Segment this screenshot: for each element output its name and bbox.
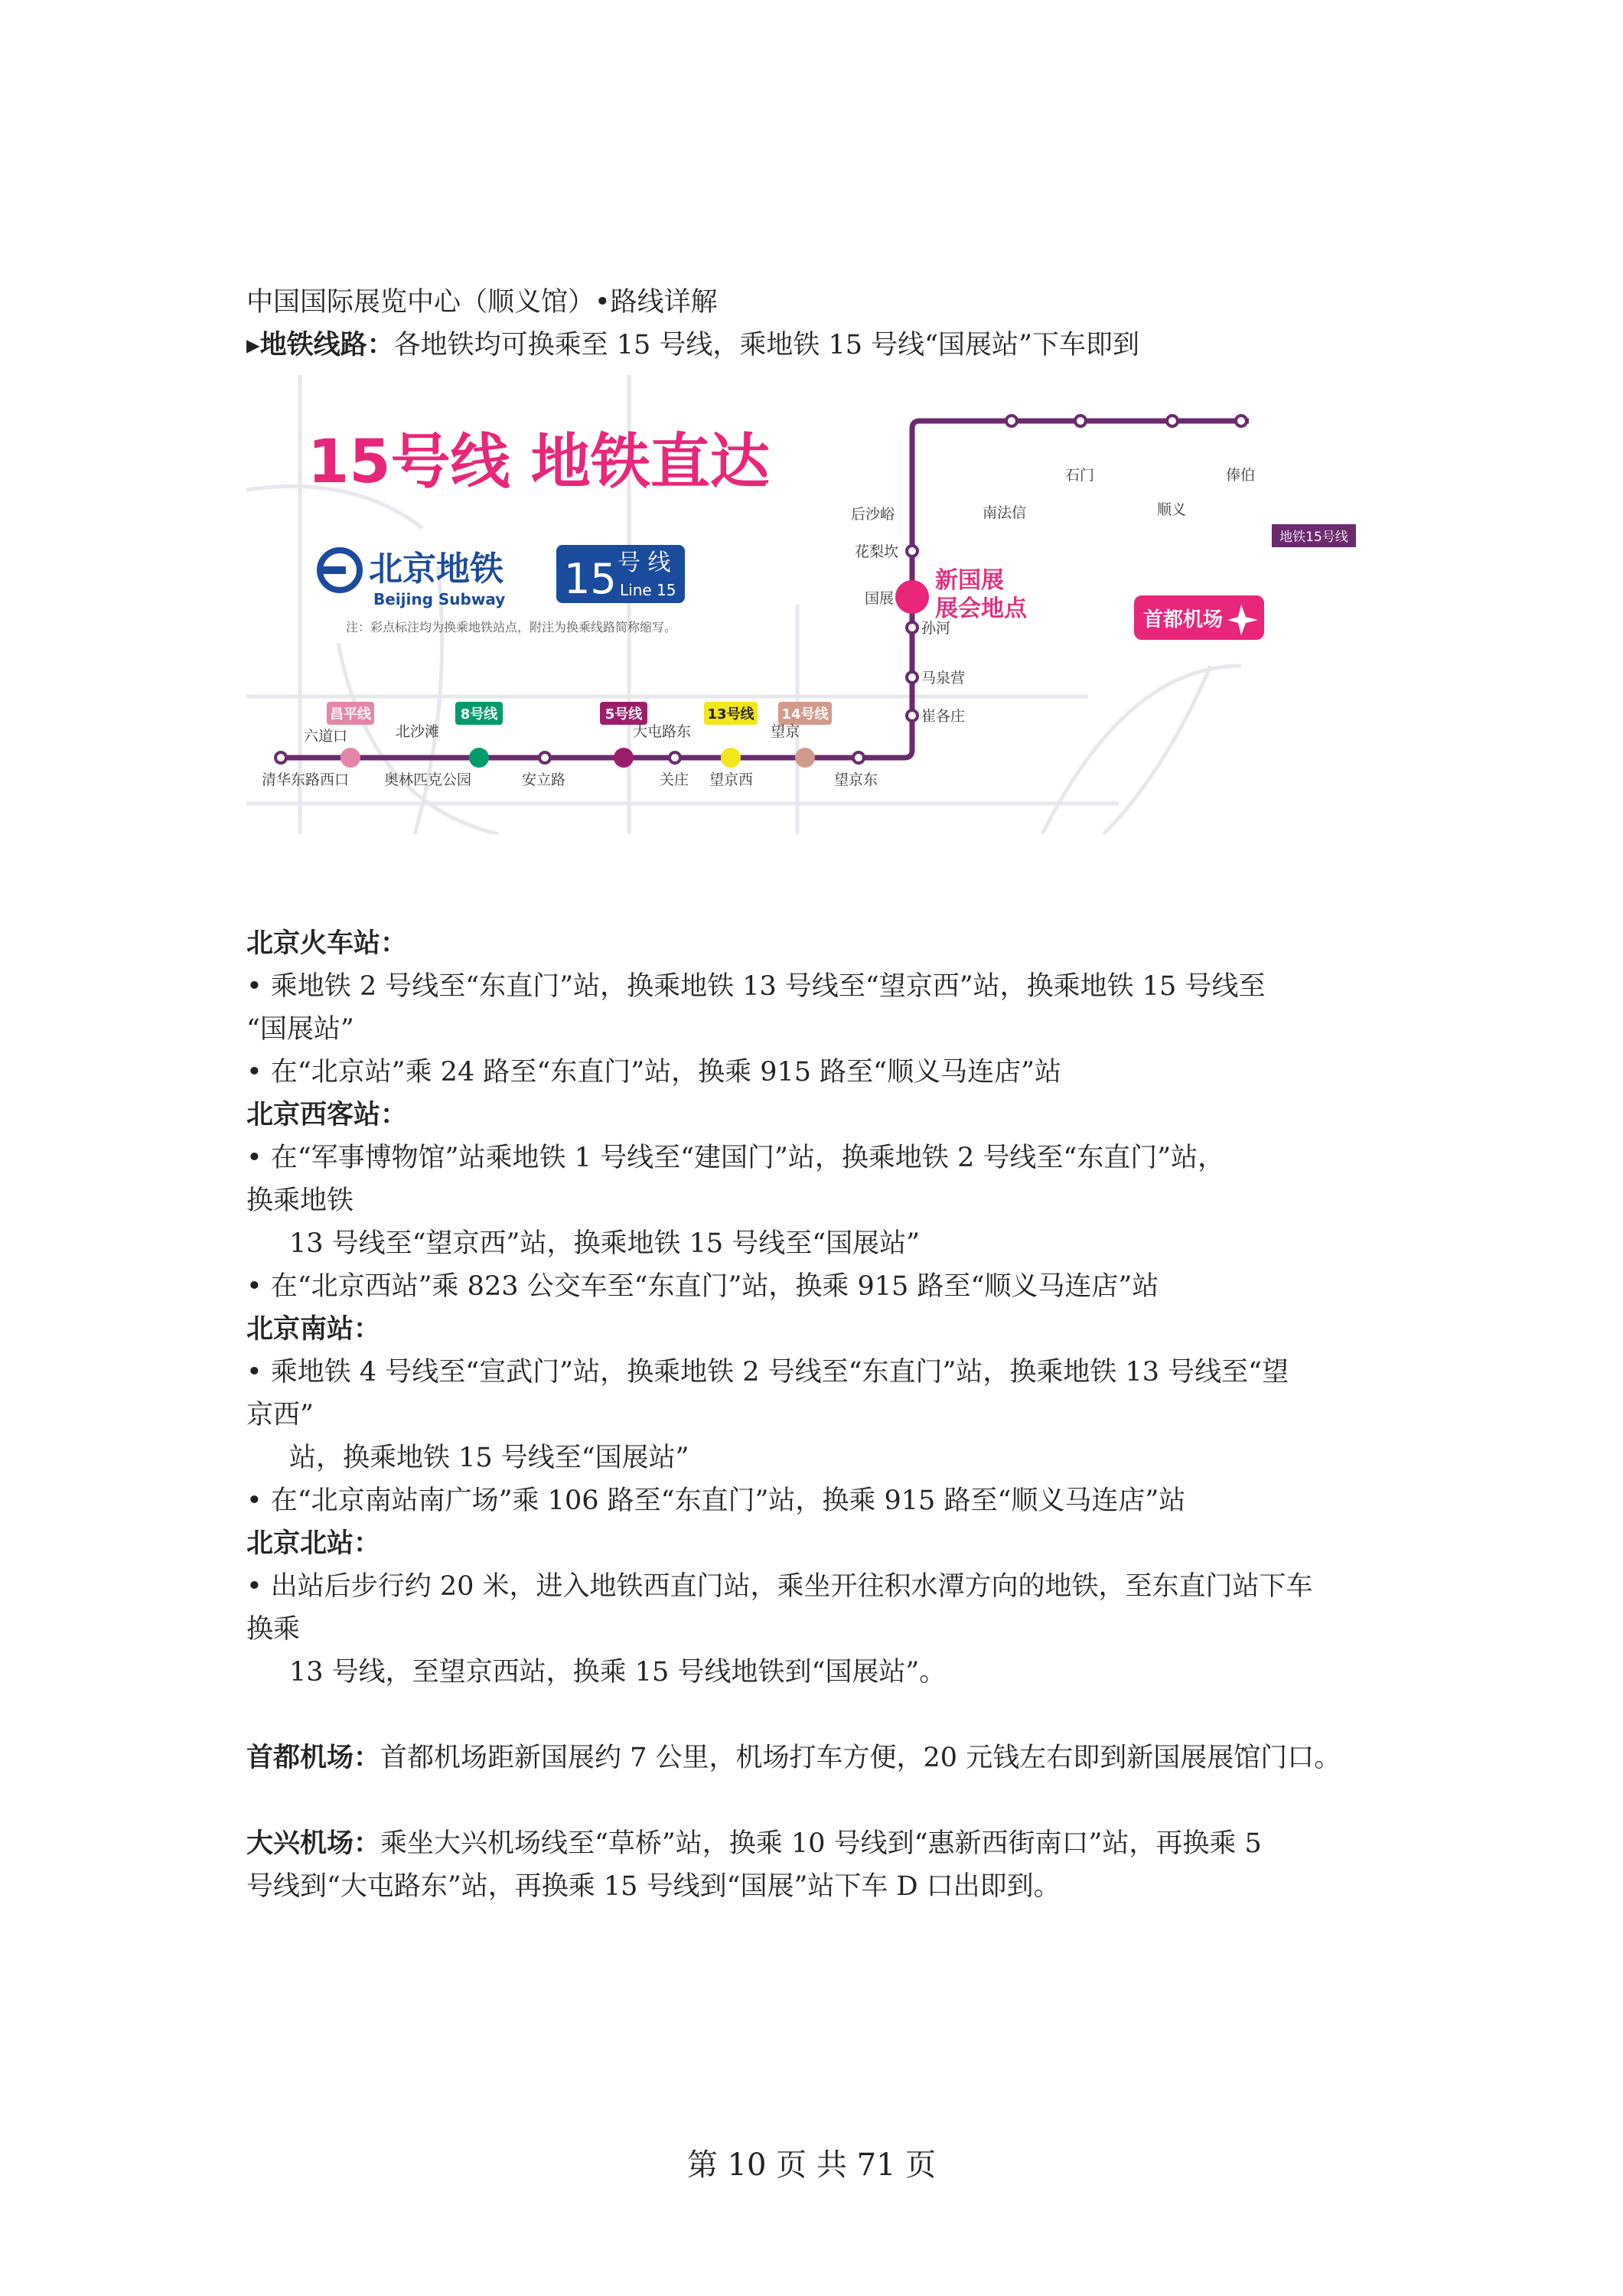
capital-airport-text: 首都机场距新国展约 7 公里，机场打车方便，20 元钱左右即到新国展展馆门口。 <box>380 1743 1341 1773</box>
list-item: 换乘 <box>246 1614 301 1645</box>
list-item: • 在“北京站”乘 24 路至“东直门”站，换乘 915 路至“顺义马连店”站 <box>246 1057 1061 1088</box>
section-label-beijing-station: 北京火车站： <box>246 928 408 959</box>
station-anli: 安立路 <box>522 771 566 788</box>
map-note: 注：彩点标注均为换乘地铁站点，附注为换乘线路简称缩写。 <box>346 620 677 634</box>
station-guanzhuang: 关庄 <box>660 771 689 788</box>
station-maquanying: 马泉营 <box>921 670 966 687</box>
tag-line13: 13号线 <box>707 706 754 722</box>
badge-number: 15 <box>564 555 617 603</box>
tag-line8: 8号线 <box>460 706 498 722</box>
station-dot-anli <box>539 752 550 763</box>
station-datun: 大屯路东 <box>633 723 692 740</box>
daxing-airport-label: 大兴机场： <box>246 1828 381 1859</box>
list-item: 站，换乘地铁 15 号线至“国展站” <box>289 1443 689 1473</box>
list-item: • 在“军事博物馆”站乘地铁 1 号线至“建国门”站，换乘地铁 2 号线至“东直门”站， <box>246 1143 1225 1173</box>
list-item: “国展站” <box>246 1014 354 1045</box>
transfer-dot-aolin <box>469 748 489 768</box>
page-number: 第 10 页 共 71 页 <box>686 2148 937 2183</box>
subway-text: 各地铁均可换乘至 15 号线，乘地铁 15 号线“国展站”下车即到 <box>393 330 1139 360</box>
station-hualikan: 花梨坎 <box>855 543 899 560</box>
list-item: 13 号线，至望京西站，换乘 15 号线地铁到“国展站”。 <box>289 1657 947 1688</box>
station-wangjingxi: 望京西 <box>709 771 754 788</box>
list-item: • 乘地铁 4 号线至“宣武门”站，换乘地铁 2 号线至“东直门”站，换乘地铁 13 号线至“望 <box>246 1357 1289 1388</box>
line-15-badge <box>556 545 685 603</box>
list-item: • 出站后步行约 20 米，进入地铁西直门站，乘坐开往积水潭方向的地铁，至东直门站下车 <box>246 1571 1313 1602</box>
venue-label-1: 新国展 <box>935 567 1004 594</box>
station-aolin: 奥林匹克公园 <box>384 771 472 788</box>
subway-route-line <box>246 328 1139 363</box>
list-item: • 在“北京西站”乘 823 公交车至“东直门”站，换乘 915 路至“顺义马连店”站 <box>246 1271 1159 1302</box>
logo-en: Beijing Subway <box>373 590 506 608</box>
daxing-airport-text-2: 号线到“大屯路东”站，再换乘 15 号线到“国展”站下车 D 口出即到。 <box>246 1871 1061 1902</box>
daxing-airport-text-1: 乘坐大兴机场线至“草桥”站，换乘 10 号线到“惠新西街南口”站，再换乘 5 <box>380 1828 1262 1859</box>
list-item: • 在“北京南站南广场”乘 106 路至“东直门”站，换乘 915 路至“顺义马连店”站 <box>246 1486 1186 1516</box>
capital-airport-badge <box>1134 595 1264 640</box>
airport-label: 首都机场 <box>1143 608 1224 631</box>
station-wangjingdong: 望京东 <box>834 771 878 788</box>
logo-cn: 北京地铁 <box>369 550 504 589</box>
list-item: 京西” <box>246 1400 314 1430</box>
station-dot-qinghua <box>275 752 286 763</box>
tag-changping: 昌平线 <box>330 706 371 722</box>
station-dot-sunhe <box>907 622 917 633</box>
station-fengbo: 俸伯 <box>1226 467 1256 484</box>
station-sunhe: 孙河 <box>921 620 951 637</box>
badge-en: Line 15 <box>620 581 676 599</box>
station-liudaokou: 六道口 <box>304 728 348 745</box>
station-shimen: 石门 <box>1065 467 1095 484</box>
page-title: 中国国际展览中心（顺义馆）•路线详解 <box>246 287 718 318</box>
transfer-dot-liudaokou <box>341 748 360 768</box>
station-dot-hualikan <box>907 546 917 556</box>
tag-line14: 14号线 <box>781 706 829 722</box>
line-15-tag: 地铁15号线 <box>1279 530 1348 545</box>
transfer-dot-wangjing <box>795 748 815 768</box>
station-nanfaxin: 南法信 <box>983 504 1027 521</box>
daxing-airport-paragraph <box>246 1826 1262 1861</box>
beijing-subway-logo <box>320 550 505 608</box>
section-label-beijing-south: 北京南站： <box>246 1314 381 1345</box>
station-dot-shunyi <box>1167 416 1178 426</box>
section-label-beijing-west: 北京西客站： <box>246 1100 408 1130</box>
capital-airport-paragraph <box>246 1740 1341 1776</box>
list-item: • 乘地铁 2 号线至“东直门”站，换乘地铁 13 号线至“望京西”站，换乘地铁 15 号线至 <box>246 971 1266 1002</box>
list-item: 换乘地铁 <box>246 1186 354 1216</box>
station-dot-cuigezhuang <box>907 710 917 721</box>
station-dot-maquanying <box>907 672 917 683</box>
station-shunyi: 顺义 <box>1157 501 1187 518</box>
station-wangjing: 望京 <box>771 723 800 740</box>
station-dot-fengbo <box>1236 416 1247 426</box>
station-beishawa: 北沙滩 <box>396 723 440 740</box>
station-guozhan: 国展 <box>865 590 895 607</box>
station-cuigezhuang: 崔各庄 <box>921 708 966 725</box>
venue-label-2: 展会地点 <box>935 595 1027 622</box>
station-dot-wangjingdong <box>853 752 864 763</box>
list-item: 13 号线至“望京西”站，换乘地铁 15 号线至“国展站” <box>289 1228 921 1259</box>
transfer-dot-wangjingxi <box>721 748 741 768</box>
map-headline: 15号线 地铁直达 <box>308 428 770 497</box>
tag-line5: 5号线 <box>605 706 643 722</box>
station-dot-nanfaxin <box>1006 416 1017 426</box>
section-label-beijing-north: 北京北站： <box>246 1528 381 1559</box>
badge-cn: 号 线 <box>618 550 671 576</box>
station-dot-shimen <box>1075 416 1086 426</box>
transfer-dot-datun <box>614 748 634 768</box>
capital-airport-label: 首都机场： <box>246 1743 381 1773</box>
venue-dot-guozhan <box>895 580 929 614</box>
station-houshayu: 后沙峪 <box>851 506 895 523</box>
station-qinghua: 清华东路西口 <box>262 771 350 788</box>
station-dot-guanzhuang <box>670 752 680 763</box>
subway-line-15-map <box>246 375 1364 834</box>
subway-label: ▸地铁线路： <box>246 330 394 360</box>
